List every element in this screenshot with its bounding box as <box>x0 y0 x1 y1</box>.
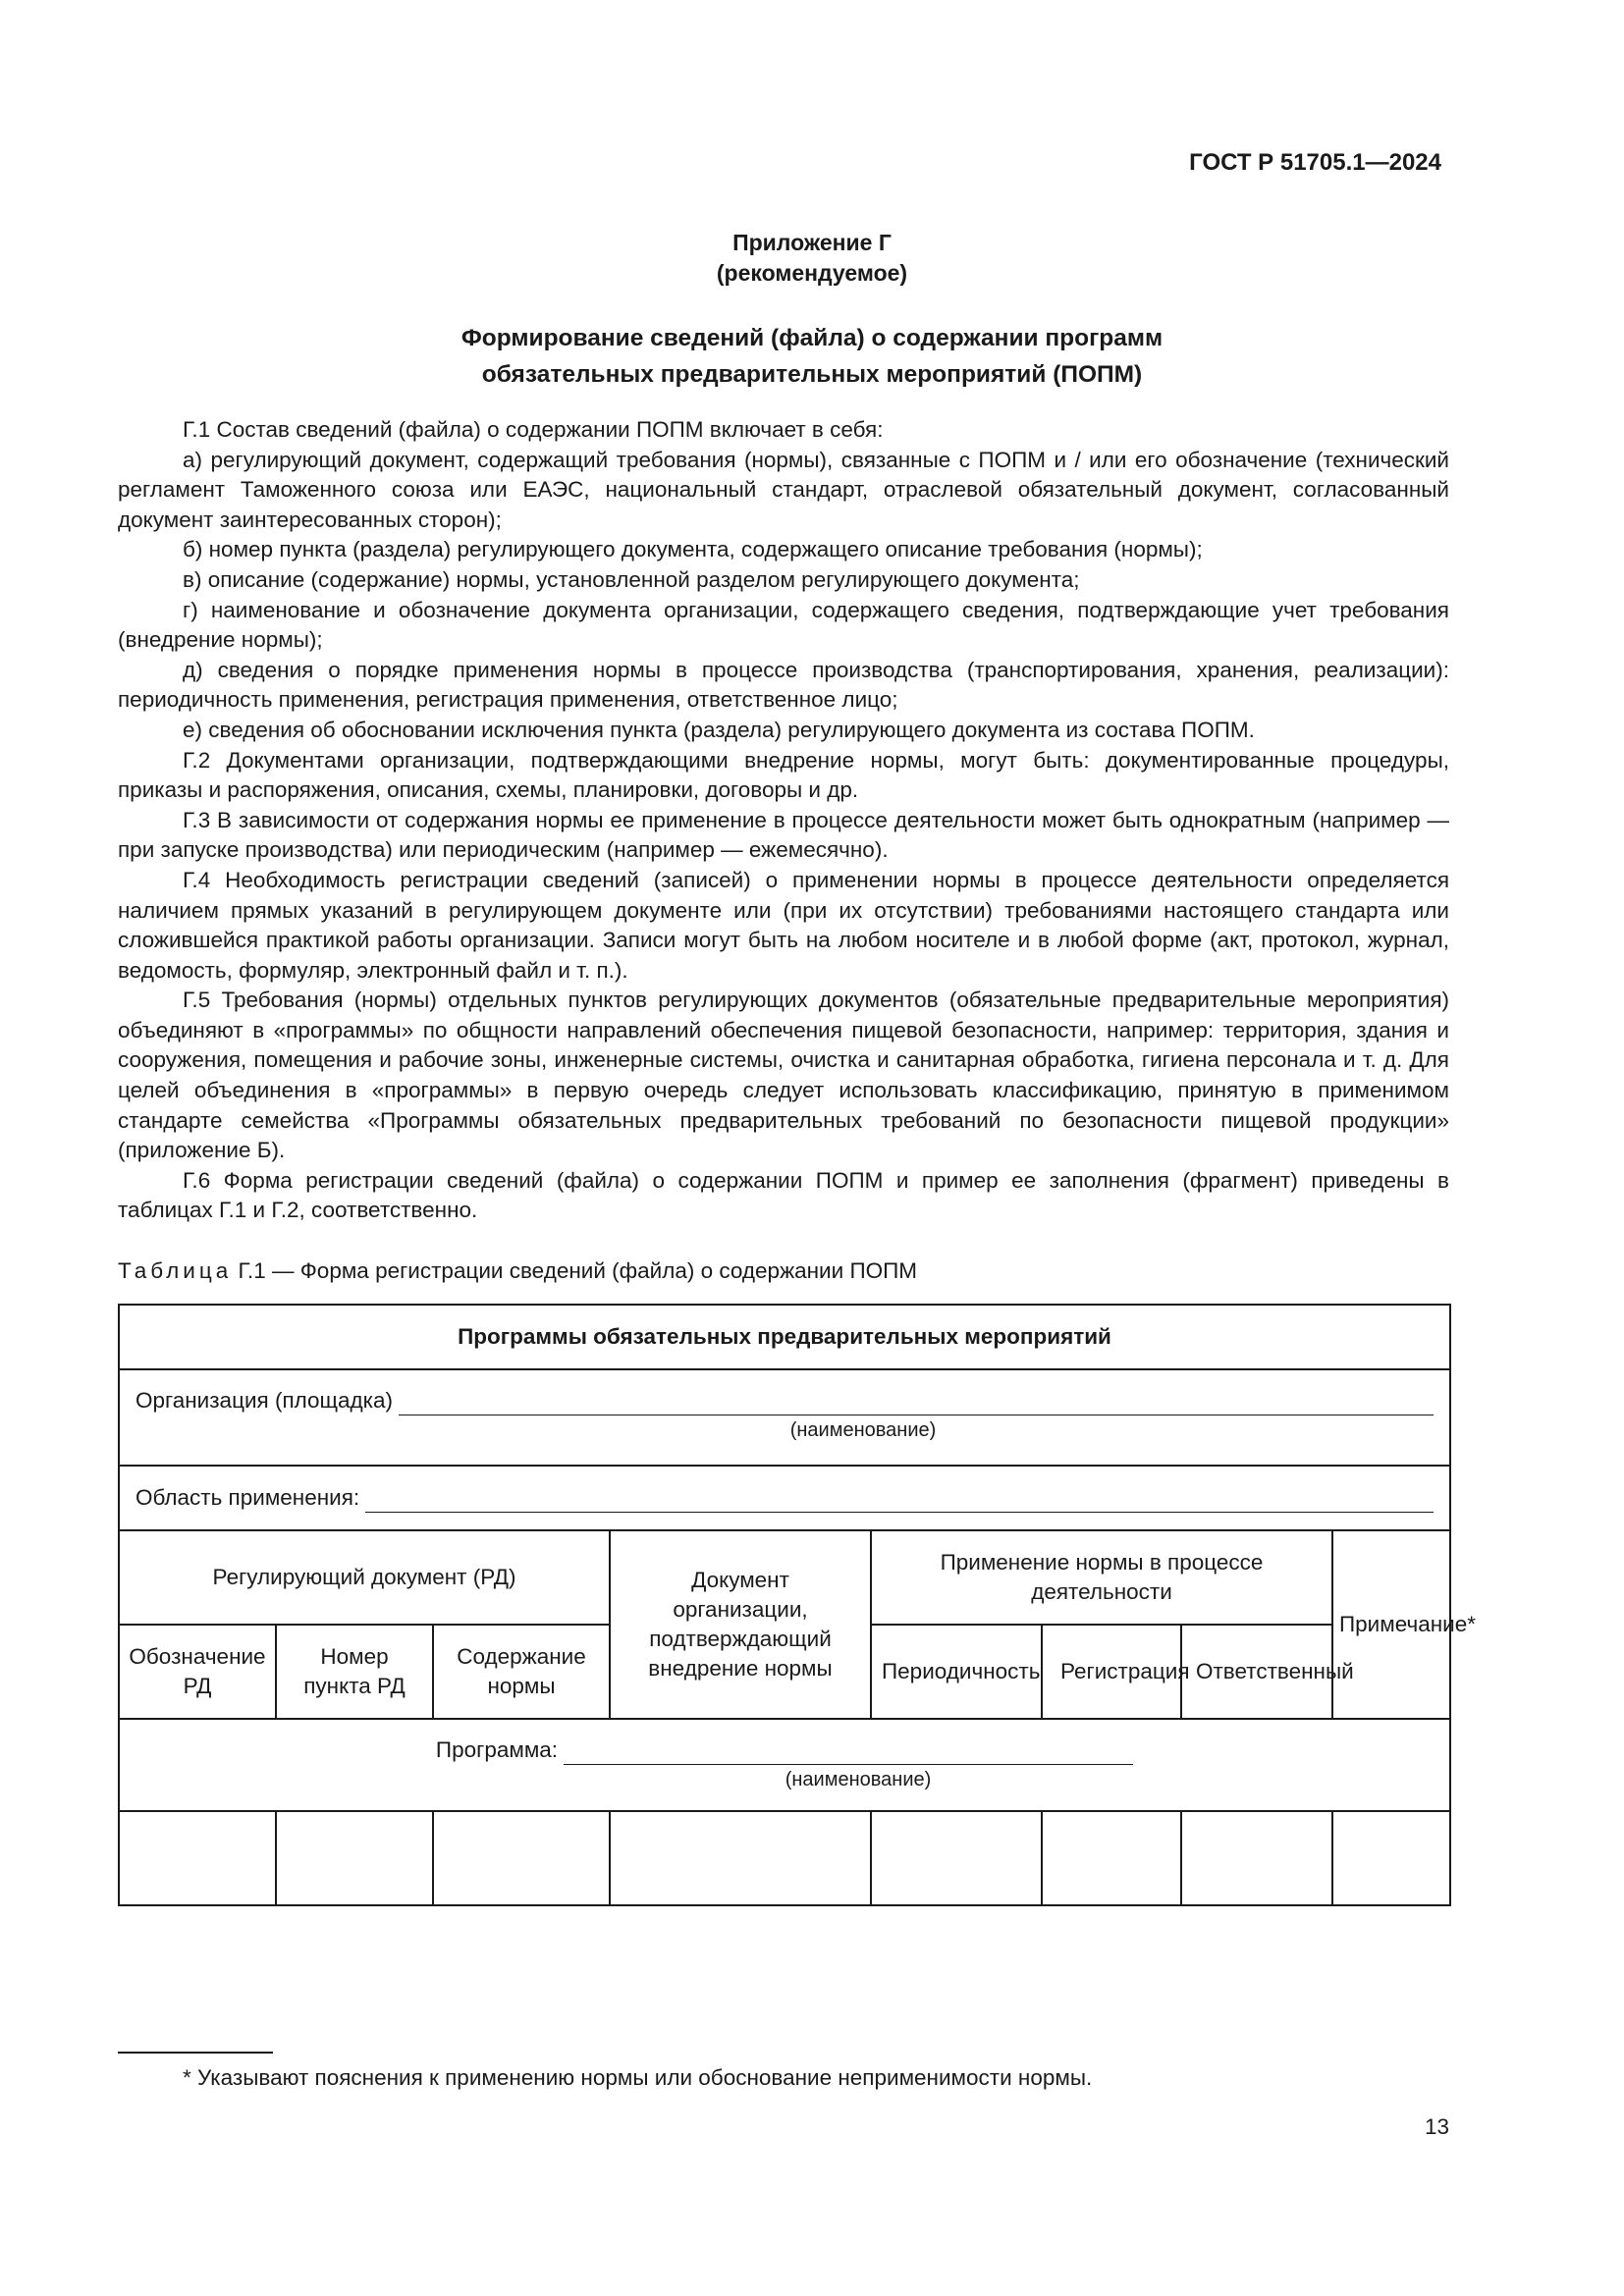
page-number: 13 <box>1424 2114 1449 2139</box>
program-fill-line <box>564 1742 1133 1765</box>
annex-label: Приложение Г <box>732 230 892 255</box>
paragraph: Г.6 Форма регистрации сведений (файла) о содержании ПОПМ и пример ее заполнения (фрагмент) приведены в таблицах Г.1 и Г.2, соответственно. <box>118 1167 1449 1223</box>
paragraph: Г.4 Необходимость регистрации сведений (записей) о применении нормы в процессе деятельности определяется наличием прямых указаний в регулирующем документе или (при их отсутствии) требованиями настоящего стандарта или сложившейся практикой работы организации. Записи могут быть на любом носителе и в любой форме (акт, протокол, журнал, ведомость, формуляр, электронный файл и т. п.). <box>118 867 1449 983</box>
paragraph: г) наименование и обозначение документа организации, содержащего сведения, подтверждающие учет требования (внедрение нормы); <box>118 597 1449 653</box>
org-document-header: Документ организации, подтверждающий внедрение нормы <box>610 1530 871 1719</box>
annex-title-line2: обязательных предварительных мероприятий (ПОПМ) <box>481 361 1143 388</box>
table-caption-text: Г.1 — Форма регистрации сведений (файла) о содержании ПОПМ <box>238 1258 918 1283</box>
paragraph: Г.5 Требования (нормы) отдельных пунктов регулирующих документов (обязательные предварительные мероприятия) объединяют в «программы» по общности направлений обеспечения пищевой безопасности, например: территория, здания и сооружения, помещения и рабочие зоны, инженерные системы, очистка и санитарная обработка, гигиена персонала и т. д. Для целей объединения в «программы» в первую очередь следует использовать классификацию, принятую в применимом стандарте семейства «Программы обязательных предварительных требований по безопасности пищевой продукции» (приложение Б). <box>118 988 1449 1163</box>
organization-fill-line <box>399 1393 1434 1415</box>
table-caption-word: Таблица <box>118 1258 233 1283</box>
empty-cell <box>610 1811 871 1905</box>
scope-label: Область применения: <box>135 1485 360 1510</box>
application-header: Применение нормы в процессе деятельности <box>871 1530 1332 1625</box>
note-header: Примечание* <box>1332 1530 1450 1719</box>
empty-cell <box>1332 1811 1450 1905</box>
annex-heading <box>0 228 1624 289</box>
annex-status: (рекомендуемое) <box>716 260 908 286</box>
empty-cell <box>871 1811 1042 1905</box>
program-row <box>119 1719 1450 1811</box>
content-header: Содержание нормы <box>433 1625 610 1719</box>
paragraph: д) сведения о порядке применения нормы в процессе производства (транспортирования, хранения, реализации): периодичность применения, регистрация применения, ответственное лицо; <box>118 657 1449 713</box>
table-title: Программы обязательных предварительных мероприятий <box>119 1305 1450 1369</box>
standard-code: ГОСТ Р 51705.1—2024 <box>1189 149 1441 176</box>
empty-cell <box>433 1811 610 1905</box>
registration-header: Регистрация <box>1042 1625 1181 1719</box>
organization-label: Организация (площадка) <box>135 1388 394 1413</box>
popm-form-table <box>118 1304 1476 1906</box>
program-hint: (наименование) <box>785 1769 932 1790</box>
table-caption <box>118 1258 917 1284</box>
responsible-header: Ответственный <box>1181 1625 1332 1719</box>
annex-title-line1: Формирование сведений (файла) о содержании программ <box>460 325 1164 351</box>
body-text <box>118 415 1449 1226</box>
paragraph: Г.2 Документами организации, подтверждающими внедрение нормы, могут быть: документированные процедуры, приказы и распоряжения, описания, схемы, планировки, договоры и др. <box>118 747 1449 803</box>
program-label: Программа: <box>435 1737 559 1762</box>
paragraph: е) сведения об обосновании исключения пункта (раздела) регулирующего документа из состава ПОПМ. <box>183 717 1255 742</box>
organization-hint: (наименование) <box>789 1419 937 1441</box>
empty-cell <box>1042 1811 1181 1905</box>
rd-header: Регулирующий документ (РД) <box>119 1530 610 1625</box>
paragraph: Г.1 Состав сведений (файла) о содержании ПОПМ включает в себя: <box>183 417 884 442</box>
footnote-rule <box>118 2052 273 2054</box>
designation-header: Обозначение РД <box>119 1625 276 1719</box>
footnote: * Указывают пояснения к применению нормы или обоснование неприменимости нормы. <box>183 2065 1093 2090</box>
paragraph: в) описание (содержание) нормы, установленной разделом регулирующего документа; <box>183 566 1080 592</box>
scope-fill-line <box>365 1490 1434 1513</box>
paragraph: б) номер пункта (раздела) регулирующего документа, содержащего описание требования (нормы); <box>183 537 1203 562</box>
item-number-header: Номер пункта РД <box>276 1625 433 1719</box>
organization-row <box>119 1369 1450 1466</box>
scope-row <box>119 1466 1450 1530</box>
annex-title <box>0 320 1624 393</box>
periodicity-header: Периодичность <box>871 1625 1042 1719</box>
empty-cell <box>276 1811 433 1905</box>
empty-cell <box>119 1811 276 1905</box>
paragraph: Г.3 В зависимости от содержания нормы ее применение в процессе деятельности может быть однократным (например — при запуске производства) или периодическим (например — ежемесячно). <box>118 807 1449 863</box>
empty-cell <box>1181 1811 1332 1905</box>
paragraph: а) регулирующий документ, содержащий требования (нормы), связанные с ПОПМ и / или его обозначение (технический регламент Таможенного союза или ЕАЭС, национальный стандарт, отраслевой обязательный документ, согласованный документ заинтересованных сторон); <box>118 447 1449 532</box>
